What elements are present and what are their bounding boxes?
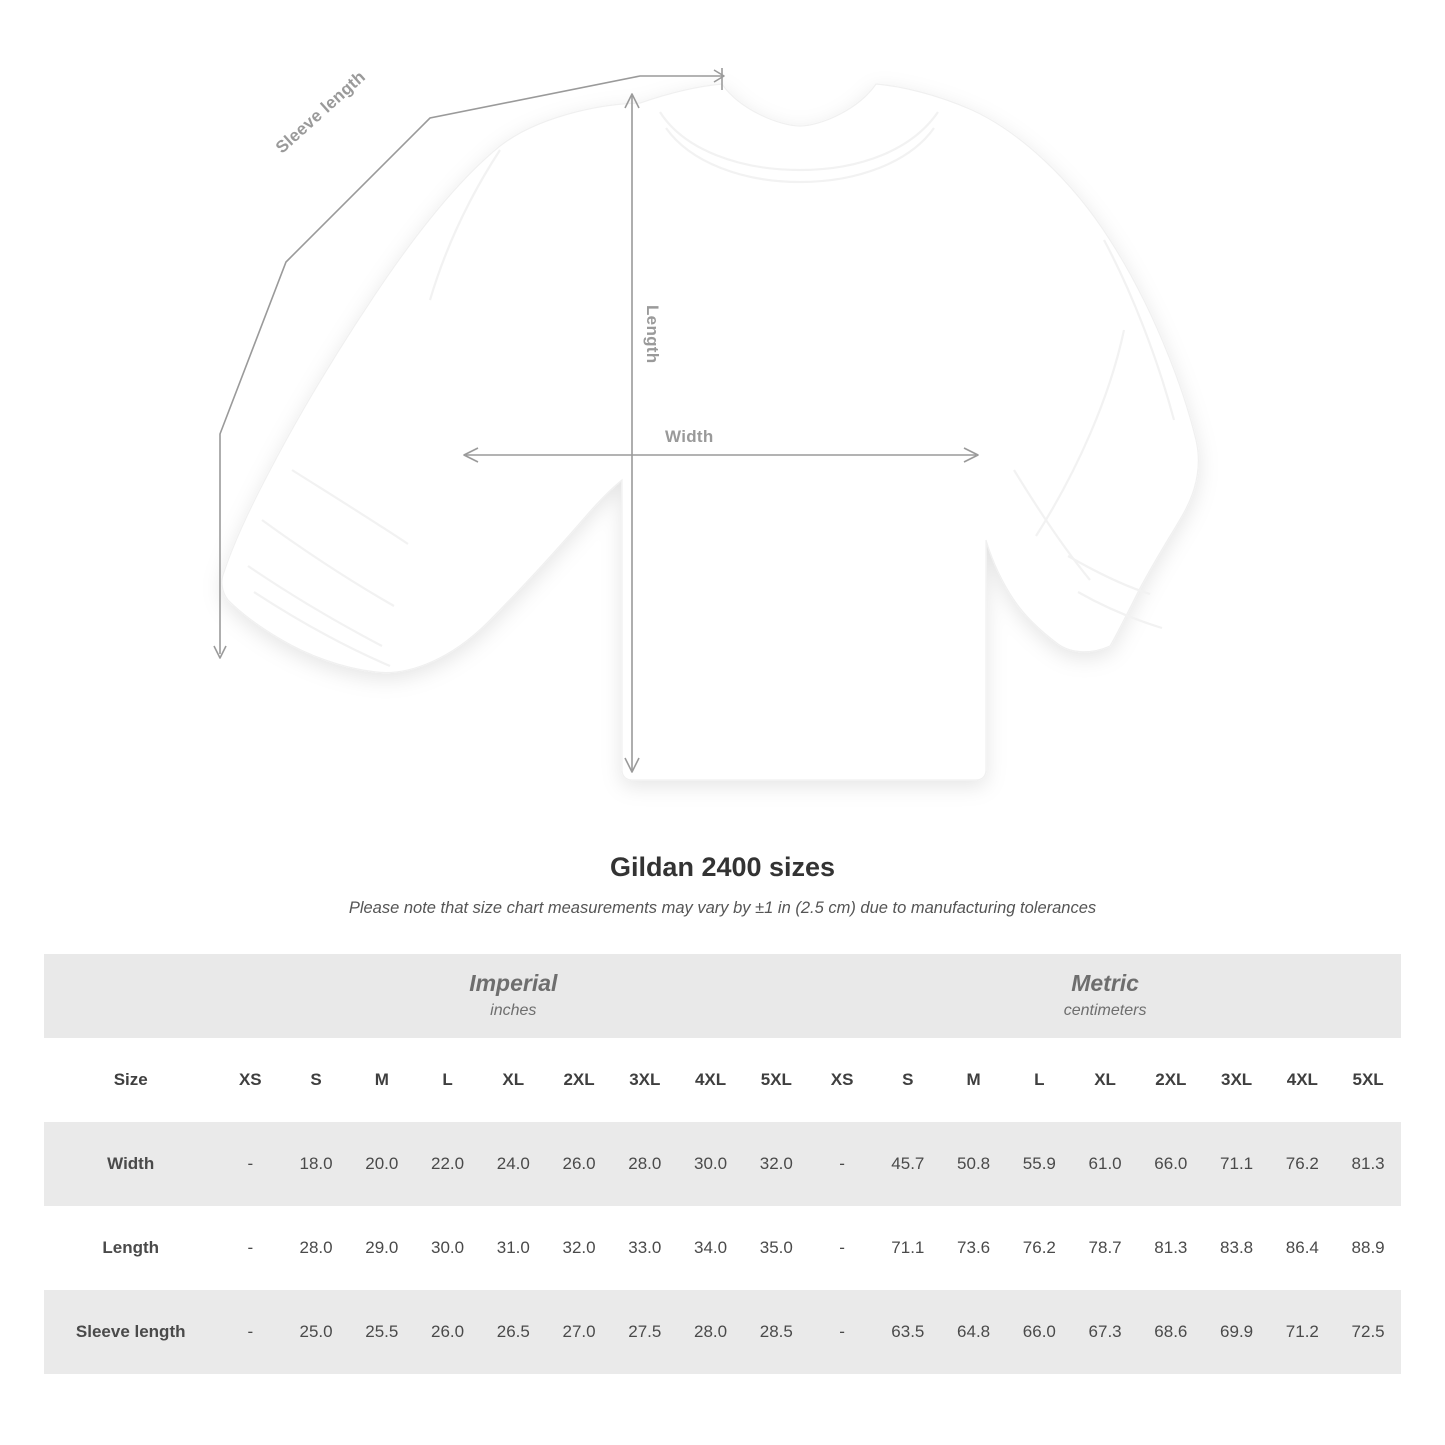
measurement-row-label: Width xyxy=(44,1122,217,1206)
measurement-cell: 88.9 xyxy=(1335,1206,1401,1290)
measurement-row-label: Sleeve length xyxy=(44,1290,217,1374)
size-table-wrapper xyxy=(0,954,1445,1374)
imperial-unit-header-subtitle: inches xyxy=(490,1001,537,1019)
page-title: Gildan 2400 sizes xyxy=(609,852,836,882)
measurement-cell: 28.5 xyxy=(743,1290,809,1374)
size-header-row xyxy=(44,1038,1401,1122)
imperial-unit-header-title: Imperial xyxy=(469,969,558,996)
length-label: Length xyxy=(643,305,662,364)
measurement-cell: 32.0 xyxy=(546,1206,612,1290)
size-column-header: S xyxy=(283,1038,349,1122)
measurement-cell: 20.0 xyxy=(349,1122,415,1206)
measurement-cell: 55.9 xyxy=(1006,1122,1072,1206)
size-column-header: 2XL xyxy=(1138,1038,1204,1122)
table-row xyxy=(44,1290,1401,1374)
measurement-cell: 26.0 xyxy=(415,1290,481,1374)
size-column-header: XS xyxy=(217,1038,283,1122)
imperial-unit-header xyxy=(217,954,809,1038)
measurement-cell: 64.8 xyxy=(941,1290,1007,1374)
measurement-cell: 66.0 xyxy=(1138,1122,1204,1206)
sleeve-length-label: Sleeve length xyxy=(272,67,370,158)
measurement-cell: 28.0 xyxy=(678,1290,744,1374)
measurement-cell: 69.9 xyxy=(1204,1290,1270,1374)
unit-header-spacer xyxy=(44,954,217,1038)
measurement-cell: 28.0 xyxy=(612,1122,678,1206)
size-column-header: 2XL xyxy=(546,1038,612,1122)
measurement-cell: 27.5 xyxy=(612,1290,678,1374)
measurement-cell: 35.0 xyxy=(743,1206,809,1290)
measurement-cell: 67.3 xyxy=(1072,1290,1138,1374)
measurement-cell: 73.6 xyxy=(941,1206,1007,1290)
measurement-cell: - xyxy=(809,1122,875,1206)
measurement-cell: 27.0 xyxy=(546,1290,612,1374)
size-column-header: L xyxy=(1006,1038,1072,1122)
metric-unit-header-subtitle: centimeters xyxy=(1063,1001,1147,1019)
metric-unit-header xyxy=(809,954,1401,1038)
size-column-header: L xyxy=(415,1038,481,1122)
measurement-cell: 76.2 xyxy=(1269,1122,1335,1206)
measurement-cell: 45.7 xyxy=(875,1122,941,1206)
measurement-cell: 24.0 xyxy=(480,1122,546,1206)
size-column-header: 3XL xyxy=(1204,1038,1270,1122)
measurement-cell: 50.8 xyxy=(941,1122,1007,1206)
metric-unit-header-title: Metric xyxy=(1071,969,1139,996)
measurement-cell: 66.0 xyxy=(1006,1290,1072,1374)
measurement-cell: 32.0 xyxy=(743,1122,809,1206)
measurement-cell: 25.5 xyxy=(349,1290,415,1374)
measurement-cell: 63.5 xyxy=(875,1290,941,1374)
measurement-cell: 71.1 xyxy=(1204,1122,1270,1206)
measurement-cell: 29.0 xyxy=(349,1206,415,1290)
size-column-header: XS xyxy=(809,1038,875,1122)
measurement-cell: 72.5 xyxy=(1335,1290,1401,1374)
table-row xyxy=(44,1206,1401,1290)
measurement-cell: 71.2 xyxy=(1269,1290,1335,1374)
size-column-header: M xyxy=(941,1038,1007,1122)
size-column-header: 4XL xyxy=(1269,1038,1335,1122)
size-column-header: S xyxy=(875,1038,941,1122)
size-column-header: M xyxy=(349,1038,415,1122)
measurement-cell: 86.4 xyxy=(1269,1206,1335,1290)
size-column-header: 5XL xyxy=(1335,1038,1401,1122)
measurement-cell: 81.3 xyxy=(1335,1122,1401,1206)
size-column-header: XL xyxy=(480,1038,546,1122)
size-column-header: 3XL xyxy=(612,1038,678,1122)
table-row xyxy=(44,1122,1401,1206)
measurement-cell: 33.0 xyxy=(612,1206,678,1290)
size-table xyxy=(44,954,1401,1374)
size-header-label: Size xyxy=(44,1038,217,1122)
unit-header-row xyxy=(44,954,1401,1038)
measurement-cell: 61.0 xyxy=(1072,1122,1138,1206)
measurement-cell: 22.0 xyxy=(415,1122,481,1206)
measurement-cell: 25.0 xyxy=(283,1290,349,1374)
measurement-cell: 81.3 xyxy=(1138,1206,1204,1290)
measurement-cell: - xyxy=(809,1290,875,1374)
width-label: Width xyxy=(665,427,714,446)
measurement-cell: - xyxy=(217,1122,283,1206)
size-column-header: XL xyxy=(1072,1038,1138,1122)
measurement-cell: - xyxy=(217,1206,283,1290)
size-column-header: 5XL xyxy=(743,1038,809,1122)
tolerance-note: Please note that size chart measurements may vary by ±1 in (2.5 cm) due to manufacturing tolerances xyxy=(348,899,1097,917)
measurement-cell: 30.0 xyxy=(678,1122,744,1206)
measurement-cell: 31.0 xyxy=(480,1206,546,1290)
measurement-row-label: Length xyxy=(44,1206,217,1290)
measurement-cell: 26.0 xyxy=(546,1122,612,1206)
measurement-cell: 83.8 xyxy=(1204,1206,1270,1290)
measurement-cell: 18.0 xyxy=(283,1122,349,1206)
measurement-cell: 34.0 xyxy=(678,1206,744,1290)
measurement-cell: 26.5 xyxy=(480,1290,546,1374)
measurement-cell: 30.0 xyxy=(415,1206,481,1290)
size-column-header: 4XL xyxy=(678,1038,744,1122)
measurement-cell: 68.6 xyxy=(1138,1290,1204,1374)
measurement-cell: - xyxy=(809,1206,875,1290)
measurement-cell: 28.0 xyxy=(283,1206,349,1290)
measurement-cell: 78.7 xyxy=(1072,1206,1138,1290)
measurement-cell: 71.1 xyxy=(875,1206,941,1290)
measurement-cell: 76.2 xyxy=(1006,1206,1072,1290)
measurement-cell: - xyxy=(217,1290,283,1374)
